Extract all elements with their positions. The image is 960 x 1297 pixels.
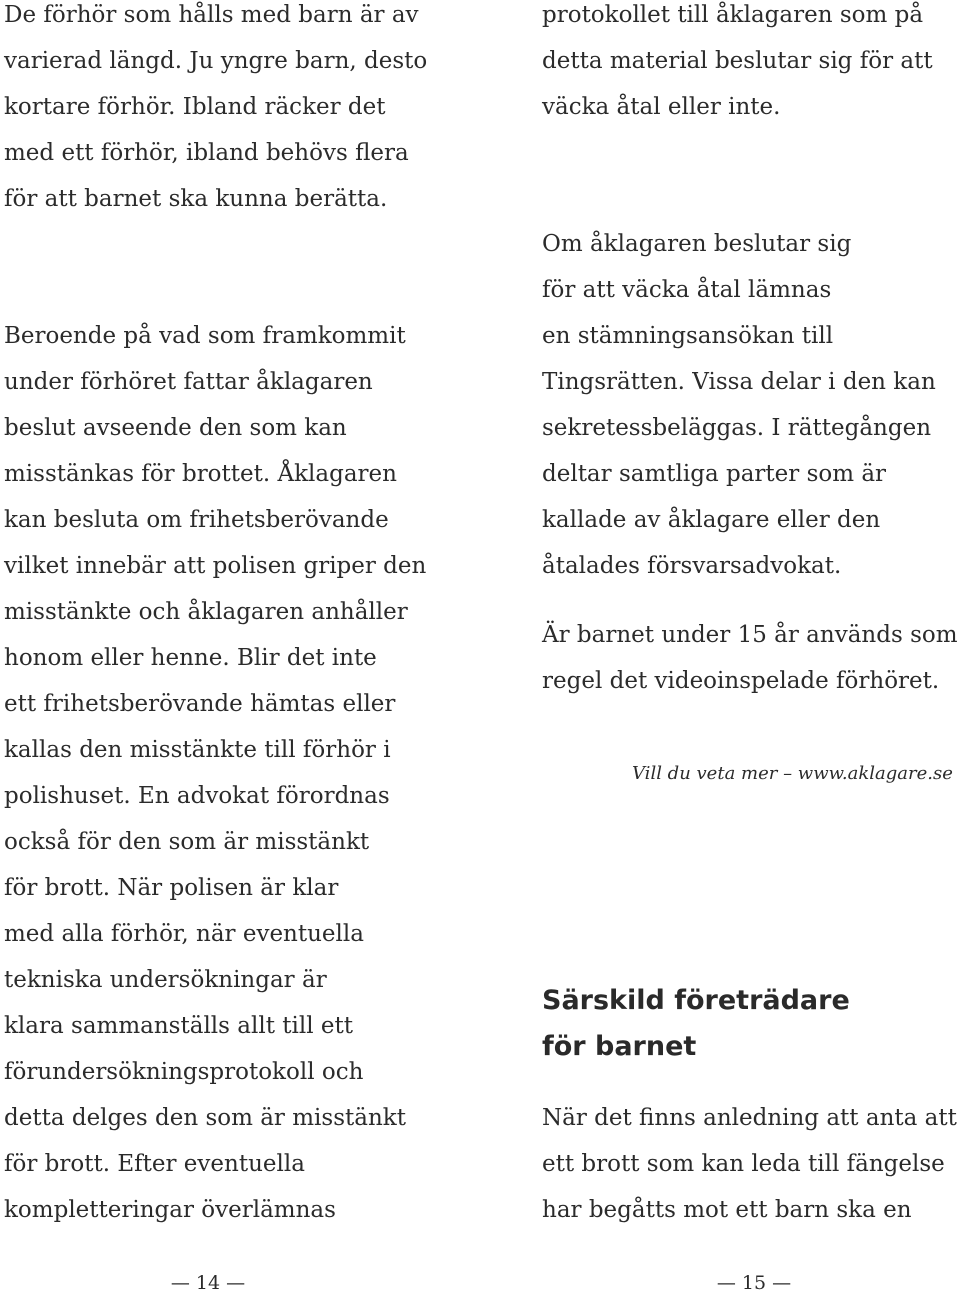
text-line: för brott. Efter eventuella (4, 1151, 305, 1177)
text-line: deltar samtliga parter som är (542, 461, 887, 487)
text-line: Tingsrätten. Vissa delar i den kan (542, 369, 936, 395)
text-line: tekniska undersökningar är (4, 967, 327, 993)
text-line: klara sammanställs allt till ett (4, 1013, 353, 1039)
page-number-right: — 15 — (716, 1272, 792, 1294)
text-line: vilket innebär att polisen griper den (4, 553, 427, 579)
text-line: När det finns anledning att anta att (542, 1105, 957, 1131)
text-line: ett frihetsberövande hämtas eller (4, 691, 396, 717)
text-line: honom eller henne. Blir det inte (4, 645, 377, 671)
heading-line: för barnet (542, 1031, 697, 1062)
text-line: protokollet till åklagaren som på (542, 2, 924, 28)
text-line: kortare förhör. Ibland räcker det (4, 94, 386, 120)
text-line: åtalades försvarsadvokat. (542, 553, 842, 579)
text-line: beslut avseende den som kan (4, 415, 347, 441)
text-line: kallas den misstänkte till förhör i (4, 737, 391, 763)
text-line: med ett förhör, ibland behövs flera (4, 140, 409, 166)
text-line: med alla förhör, när eventuella (4, 921, 364, 947)
text-line: Om åklagaren beslutar sig (542, 231, 852, 257)
text-line: Beroende på vad som framkommit (4, 323, 406, 349)
page-number-left: — 14 — (170, 1272, 246, 1294)
text-line: misstänkas för brottet. Åklagaren (4, 461, 397, 487)
text-line: detta delges den som är misstänkt (4, 1105, 406, 1131)
text-line: ett brott som kan leda till fängelse (542, 1151, 945, 1177)
text-line: De förhör som hålls med barn är av (4, 2, 419, 28)
text-line: under förhöret fattar åklagaren (4, 369, 373, 395)
text-line: Är barnet under 15 år används som (542, 622, 958, 648)
text-line: detta material beslutar sig för att (542, 48, 933, 74)
text-line: regel det videoinspelade förhöret. (542, 668, 940, 694)
text-line: en stämningsansökan till (542, 323, 834, 349)
text-line: kompletteringar överlämnas (4, 1197, 336, 1223)
text-line: också för den som är misstänkt (4, 829, 370, 855)
text-line: har begåtts mot ett barn ska en (542, 1197, 912, 1223)
text-line: polishuset. En advokat förordnas (4, 783, 390, 809)
text-line: misstänkte och åklagaren anhåller (4, 599, 408, 625)
heading-line: Särskild företrädare (542, 985, 850, 1016)
text-line: förundersökningsprotokoll och (4, 1059, 364, 1085)
text-line: varierad längd. Ju yngre barn, desto (4, 48, 428, 74)
text-line: kallade av åklagare eller den (542, 507, 881, 533)
more-info-link[interactable]: Vill du veta mer – www.aklagare.se (632, 763, 953, 784)
text-line: kan besluta om frihetsberövande (4, 507, 389, 533)
text-line: sekretessbeläggas. I rättegången (542, 415, 932, 441)
text-line: för brott. När polisen är klar (4, 875, 339, 901)
text-line: för att väcka åtal lämnas (542, 277, 832, 303)
text-line: väcka åtal eller inte. (542, 94, 781, 120)
text-line: för att barnet ska kunna berätta. (4, 186, 388, 212)
